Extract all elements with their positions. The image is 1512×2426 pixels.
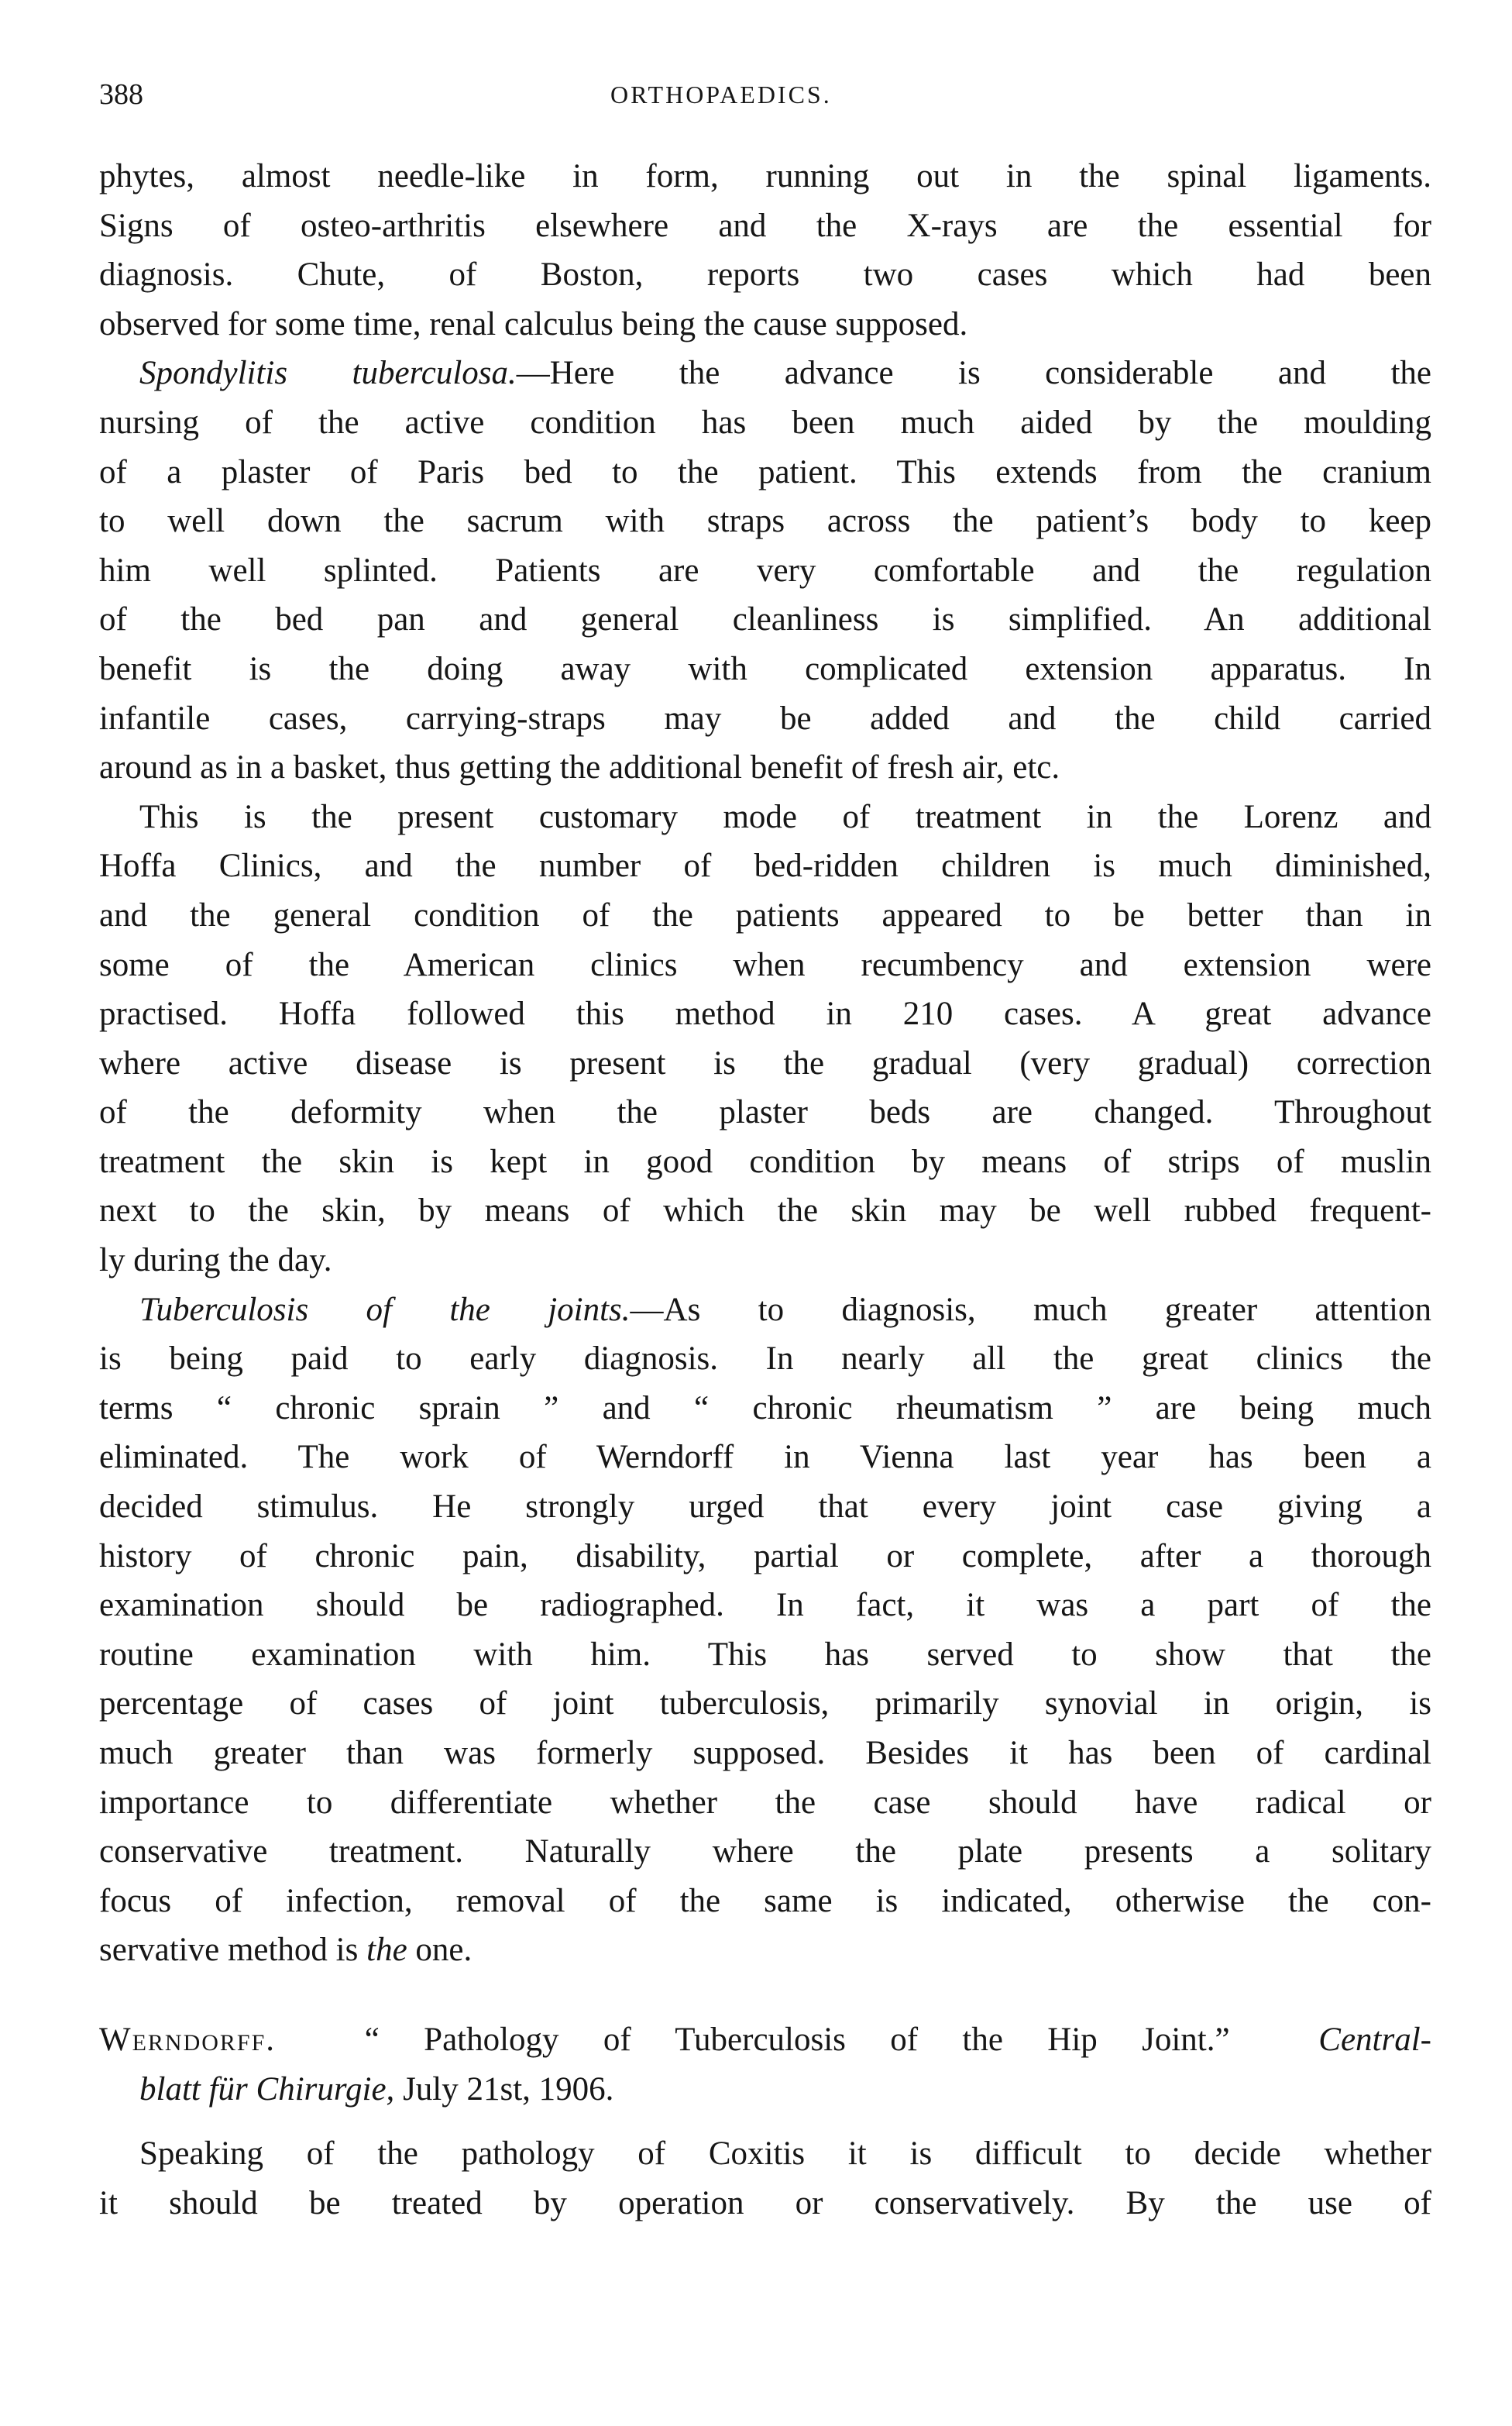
text-line	[99, 1925, 1431, 1975]
paragraph	[99, 2129, 1431, 2228]
text-line: focus of infection, removal of the same is indicated, otherwise the con-	[99, 1882, 1431, 1919]
text-line: Signs of osteo-arthritis elsewhere and the X-rays are the essential for	[99, 207, 1431, 244]
text-line: ly during the day.	[99, 1242, 332, 1279]
text-line: observed for some time, renal calculus being the cause supposed.	[99, 305, 968, 342]
text-line: of the bed pan and general cleanliness is simplified. An additional	[99, 601, 1431, 638]
text-line: history of chronic pain, disability, partial or complete, after a thorough	[99, 1537, 1431, 1574]
running-title: ORTHOPAEDICS.	[610, 81, 832, 108]
citation-journal: blatt für Chirurgie,	[139, 2070, 395, 2108]
text-line: of the deformity when the plaster beds are changed. Throughout	[99, 1094, 1431, 1131]
text-run: —Here the advance is considerable and the	[516, 355, 1431, 392]
text-line: practised. Hoffa followed this method in 210 cases. A great advance	[99, 996, 1431, 1033]
body-text	[99, 152, 1431, 2228]
text-line: benefit is the doing away with complicated extension apparatus. In	[99, 650, 1431, 687]
text-line: examination should be radiographed. In fact, it was a part of the	[99, 1587, 1431, 1624]
text-line: percentage of cases of joint tuberculosis, primarily synovial in origin, is	[99, 1685, 1431, 1722]
section-heading-spondylitis: Spondylitis tuberculosa.	[139, 355, 517, 392]
text-line: much greater than was formerly supposed. Besides it has been of cardinal	[99, 1735, 1431, 1771]
emphasis-the: the	[366, 1932, 407, 1969]
text-line: it should be treated by operation or conservatively. By the use of	[99, 2184, 1431, 2221]
section-first-line	[99, 1285, 1431, 1335]
text-line: is being paid to early diagnosis. In nearly all the great clinics the	[99, 1340, 1431, 1378]
text-line: conservative treatment. Naturally where the plate presents a solitary	[99, 1833, 1431, 1870]
citation-line	[99, 2065, 1431, 2115]
text-line: Speaking of the pathology of Coxitis it is difficult to decide whether	[139, 2135, 1431, 2173]
citation-date: July 21st, 1906.	[403, 2070, 614, 2108]
text-run: servative method is	[99, 1932, 367, 1969]
text-line: decided stimulus. He strongly urged that every joint case giving a	[99, 1488, 1431, 1526]
page-number: 388	[99, 78, 143, 111]
text-line: phytes, almost needle-like in form, running out in the spinal ligaments.	[99, 158, 1431, 194]
citation-author: Werndorff.	[99, 2021, 277, 2058]
text-line: routine examination with him. This has served to show that the	[99, 1636, 1431, 1673]
text-line: importance to differentiate whether the case should have radical or	[99, 1784, 1431, 1821]
section-heading-joints: Tuberculosis of the joints.	[139, 1291, 631, 1328]
text-run: —As to diagnosis, much greater attention	[630, 1291, 1432, 1328]
text-line: terms “ chronic sprain ” and “ chronic rheumatism ” are being much	[99, 1389, 1431, 1426]
text-line: and the general condition of the patients appeared to be better than in	[99, 896, 1431, 934]
citation-journal: Central-	[1318, 2021, 1431, 2058]
citation-line	[99, 2015, 1431, 2065]
text-line: infantile cases, carrying-straps may be added and the child carried	[99, 700, 1431, 737]
text-line: diagnosis. Chute, of Boston, reports two cases which had been	[99, 256, 1431, 294]
text-line: eliminated. The work of Werndorff in Vienna last year has been a	[99, 1439, 1431, 1476]
text-line: nursing of the active condition has been much aided by the moulding	[99, 404, 1431, 441]
reference-citation	[99, 2015, 1431, 2114]
text-line: to well down the sacrum with straps across the patient’s body to keep	[99, 503, 1431, 540]
text-line: him well splinted. Patients are very comfortable and the regulation	[99, 552, 1431, 589]
text-line: This is the present customary mode of treatment in the Lorenz and	[139, 798, 1431, 835]
text-line: of a plaster of Paris bed to the patient. This extends from the cranium	[99, 453, 1431, 490]
text-line: around as in a basket, thus getting the additional benefit of fresh air, etc.	[99, 749, 1060, 786]
text-line: some of the American clinics when recumbency and extension were	[99, 946, 1431, 983]
text-run: one.	[407, 1932, 472, 1969]
text-line: next to the skin, by means of which the skin may be well rubbed frequent-	[99, 1192, 1431, 1230]
text-line: where active disease is present is the gradual (very gradual) correction	[99, 1044, 1431, 1082]
text-line: treatment the skin is kept in good condition by means of strips of muslin	[99, 1143, 1431, 1180]
text-line: Hoffa Clinics, and the number of bed-ridden children is much diminished,	[99, 848, 1431, 885]
section-first-line	[99, 349, 1431, 398]
running-head	[99, 71, 1431, 118]
citation-title: “ Pathology of Tuberculosis of the Hip Joint.”	[364, 2021, 1230, 2058]
